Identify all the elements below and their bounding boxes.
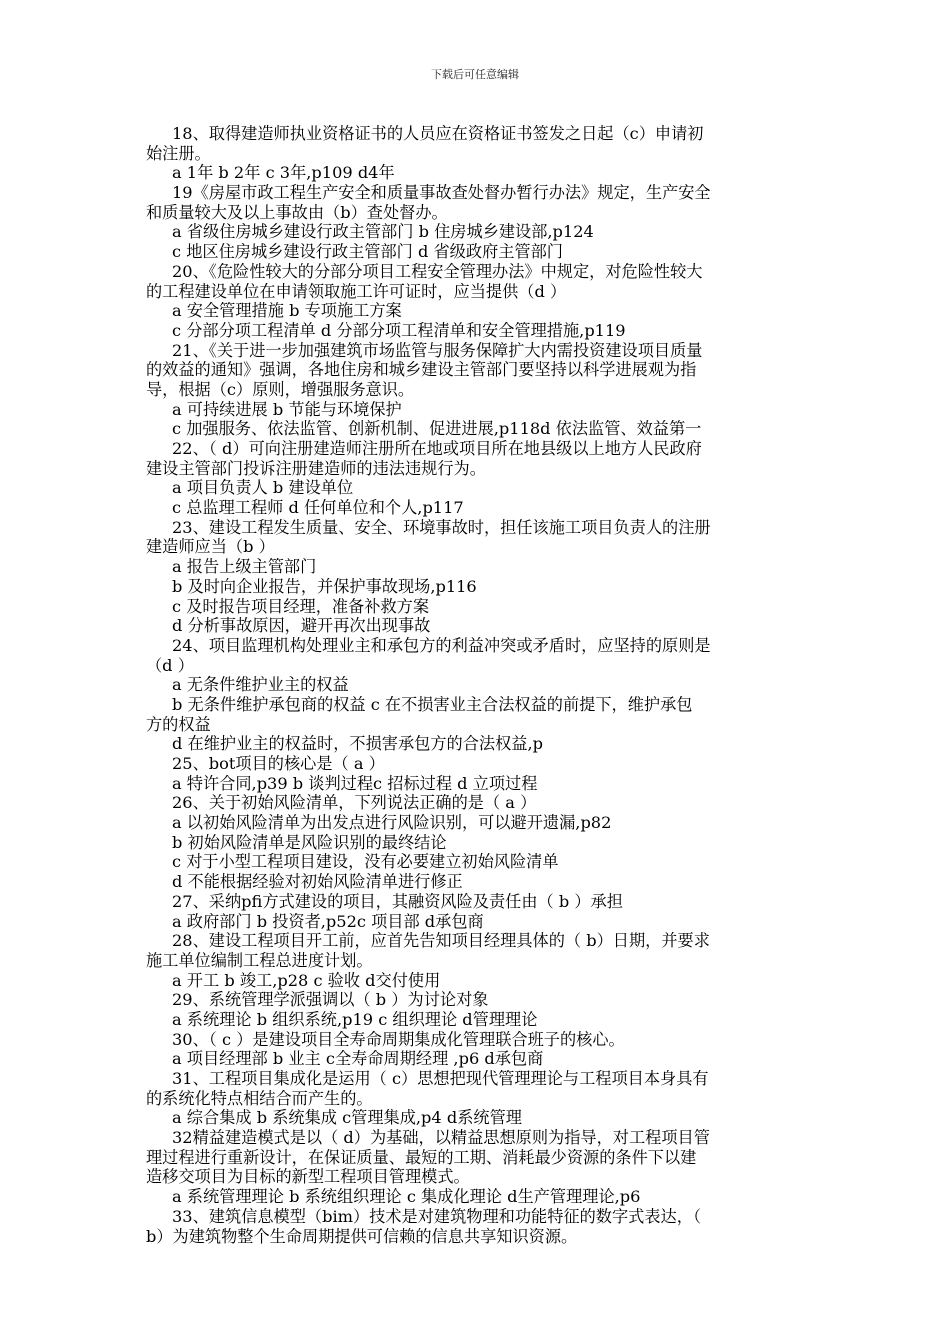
text-line: 导，根据（c）原则，增强服务意识。 bbox=[146, 379, 415, 399]
text-line: a 可持续进展 b 节能与环境保护 bbox=[172, 399, 402, 419]
document-body bbox=[146, 124, 808, 1246]
text-line: a 以初始风险清单为出发点进行风险识别，可以避开遗漏,p82 bbox=[172, 813, 612, 833]
text-line: 方的权益 bbox=[146, 714, 211, 734]
text-line: a 政府部门 b 投资者,p52c 项目部 d承包商 bbox=[172, 911, 484, 931]
text-line: 33、建筑信息模型（bim）技术是对建筑物理和功能特征的数字式表达，（ bbox=[172, 1206, 702, 1226]
text-line: d 分析事故原因，避开再次出现事故 bbox=[172, 616, 431, 636]
text-line: a 特许合同,p39 b 谈判过程c 招标过程 d 立项过程 bbox=[172, 773, 538, 793]
text-line: a 安全管理措施 b 专项施工方案 bbox=[172, 301, 402, 321]
text-line: 32精益建造模式是以（ d）为基础，以精益思想原则为指导，对工程项目管 bbox=[172, 1128, 710, 1148]
text-line: 理过程进行重新设计，在保证质量、最短的工期、消耗最少资源的条件下以建 bbox=[146, 1147, 697, 1167]
text-line: a 开工 b 竣工,p28 c 验收 d交付使用 bbox=[172, 970, 441, 990]
text-line: a 无条件维护业主的权益 bbox=[172, 675, 349, 695]
text-line: c 分部分项工程清单 d 分部分项工程清单和安全管理措施,p119 bbox=[172, 320, 626, 340]
text-line: c 及时报告项目经理，准备补救方案 bbox=[172, 596, 430, 616]
text-line: b 无条件维护承包商的权益 c 在不损害业主合法权益的前提下，维护承包 bbox=[172, 694, 693, 714]
text-line: 26、关于初始风险清单，下列说法正确的是（ a ） bbox=[172, 793, 537, 813]
text-line: d 不能根据经验对初始风险清单进行修正 bbox=[172, 872, 463, 892]
text-line: a 项目负责人 b 建设单位 bbox=[172, 478, 354, 498]
text-line: 28、建设工程项目开工前，应首先告知项目经理具体的（ b）日期，并要求 bbox=[172, 931, 710, 951]
text-line: 30、（ c ）是建设项目全寿命周期集成化管理联合班子的核心。 bbox=[172, 1029, 625, 1049]
text-line: a 项目经理部 b 业主 c全寿命周期经理 ,p6 d承包商 bbox=[172, 1049, 544, 1069]
text-line: 25、bot项目的核心是（ a ） bbox=[172, 754, 385, 773]
text-line: b 及时向企业报告，并保护事故现场,p116 bbox=[172, 576, 477, 596]
text-line: 的工程建设单位在申请领取施工许可证时，应当提供（d ） bbox=[146, 281, 567, 301]
text-line: a 1年 b 2年 c 3年,p109 d4年 bbox=[172, 163, 395, 183]
text-line: 24、项目监理机构处理业主和承包方的利益冲突或矛盾时，应坚持的原则是 bbox=[172, 635, 711, 655]
text-line: a 系统理论 b 组织系统,p19 c 组织理论 d管理理论 bbox=[172, 1009, 538, 1029]
text-line: 建造师应当（b ） bbox=[146, 537, 275, 557]
text-line: d 在维护业主的权益时，不损害承包方的合法权益,p bbox=[172, 734, 543, 754]
text-line: 31、工程项目集成化是运用（ c）思想把现代管理理论与工程项目本身具有 bbox=[172, 1069, 709, 1088]
text-line: （d ） bbox=[146, 655, 194, 675]
text-line: 和质量较大及以上事故由（b）查处督办。 bbox=[146, 202, 448, 222]
text-line: c 对于小型工程项目建设，没有必要建立初始风险清单 bbox=[172, 852, 559, 872]
text-line: 的系统化特点相结合而产生的。 bbox=[146, 1088, 373, 1108]
text-line: 的效益的通知》强调，各地住房和城乡建设主管部门要坚持以科学进展观为指 bbox=[146, 360, 697, 380]
text-line: 19《房屋市政工程生产安全和质量事故查处督办暂行办法》规定，生产安全 bbox=[172, 183, 711, 203]
text-line: a 系统管理理论 b 系统组织理论 c 集成化理论 d生产管理理论,p6 bbox=[172, 1187, 641, 1207]
text-line: c 地区住房城乡建设行政主管部门 d 省级政府主管部门 bbox=[172, 242, 563, 262]
text-line: 27、采纳pfi方式建设的项目，其融资风险及责任由（ b ）承担 bbox=[172, 891, 623, 911]
text-line: 建设主管部门投诉注册建造师的违法违规行为。 bbox=[146, 458, 486, 478]
text-line: a 报告上级主管部门 bbox=[172, 557, 317, 577]
text-line: 始注册。 bbox=[146, 143, 211, 163]
text-line: 23、建设工程发生质量、安全、环境事故时，担任该施工项目负责人的注册 bbox=[172, 517, 711, 537]
text-line: b 初始风险清单是风险识别的最终结论 bbox=[172, 832, 447, 852]
text-line: 18、取得建造师执业资格证书的人员应在资格证书签发之日起（c）申请初 bbox=[172, 124, 704, 143]
text-line: 施工单位编制工程总进度计划。 bbox=[146, 950, 373, 970]
text-line: 21、《关于进一步加强建筑市场监管与服务保障扩大内需投资建设项目质量 bbox=[172, 340, 703, 360]
page-header: 下载后可任意编辑 bbox=[431, 68, 519, 81]
text-line: a 综合集成 b 系统集成 c管理集成,p4 d系统管理 bbox=[172, 1108, 522, 1128]
text-line: 29、系统管理学派强调以（ b ）为讨论对象 bbox=[172, 990, 489, 1010]
text-line: 20、《危险性较大的分部分项目工程安全管理办法》中规定，对危险性较大 bbox=[172, 261, 703, 281]
text-line: c 加强服务、依法监管、创新机制、促进进展,p118d 依法监管、效益第一 bbox=[172, 419, 702, 439]
text-line: c 总监理工程师 d 任何单位和个人,p117 bbox=[172, 498, 464, 518]
text-line: 22、（ d）可向注册建造师注册所在地或项目所在地县级以上地方人民政府 bbox=[172, 439, 702, 458]
text-line: b）为建筑物整个生命周期提供可信赖的信息共享知识资源。 bbox=[146, 1226, 578, 1246]
text-line: 造移交项目为目标的新型工程项目管理模式。 bbox=[146, 1167, 470, 1187]
text-line: a 省级住房城乡建设行政主管部门 b 住房城乡建设部,p124 bbox=[172, 222, 594, 242]
